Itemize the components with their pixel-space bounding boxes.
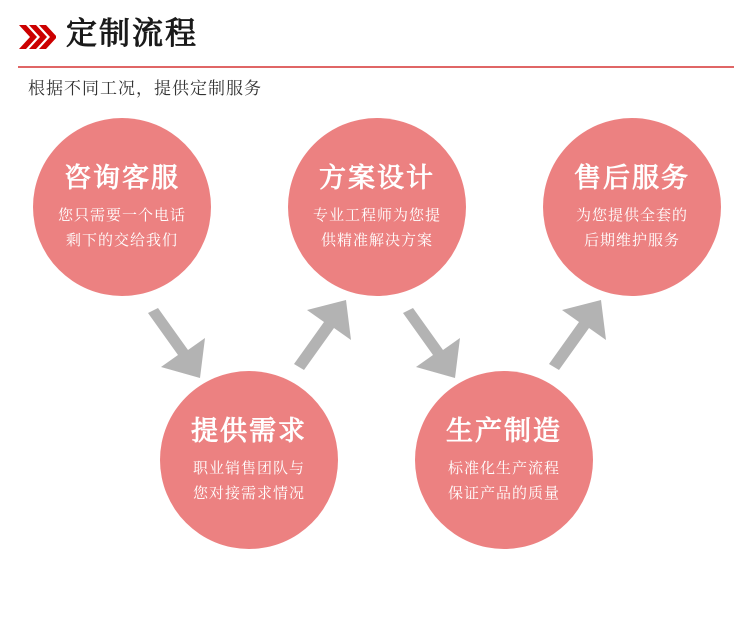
step-title: 售后服务	[574, 163, 690, 193]
step-description	[313, 203, 441, 253]
flow-step-circle[interactable]	[160, 371, 338, 549]
step-description-line: 后期维护服务	[583, 232, 680, 249]
step-title: 提供需求	[191, 416, 307, 446]
step-description-line: 为您提供全套的	[575, 207, 688, 224]
connector-4-arrow	[549, 300, 606, 370]
connector-1-arrow	[148, 308, 205, 378]
step-description	[448, 456, 560, 506]
page-title: 定制流程	[66, 16, 198, 51]
flow-step-circle[interactable]	[543, 118, 721, 296]
flow-step-circle[interactable]	[415, 371, 593, 549]
step-description-line: 您对接需求情况	[192, 485, 305, 502]
step-title: 生产制造	[446, 416, 562, 446]
connector-2-arrow	[294, 300, 351, 370]
step-description-line: 供精准解决方案	[320, 232, 433, 249]
step-description-line: 专业工程师为您提	[312, 207, 441, 224]
step-description-line: 职业销售团队与	[192, 460, 305, 477]
step-description	[576, 203, 688, 253]
connector-3-arrow	[403, 308, 460, 378]
step-description-line: 标准化生产流程	[447, 460, 560, 477]
header-divider	[18, 66, 734, 68]
double-chevron-right-icon	[18, 22, 56, 52]
step-title: 方案设计	[319, 163, 435, 193]
step-description	[58, 203, 186, 253]
step-description-line: 您只需要一个电话	[57, 207, 186, 224]
flow-step-circle[interactable]	[288, 118, 466, 296]
step-title: 咨询客服	[64, 163, 180, 193]
page-subtitle: 根据不同工况，提供定制服务	[28, 79, 262, 98]
header	[18, 14, 732, 66]
step-description-line: 保证产品的质量	[447, 485, 560, 502]
step-description-line: 剩下的交给我们	[65, 232, 178, 249]
step-description	[193, 456, 305, 506]
flow-step-circle[interactable]	[33, 118, 211, 296]
